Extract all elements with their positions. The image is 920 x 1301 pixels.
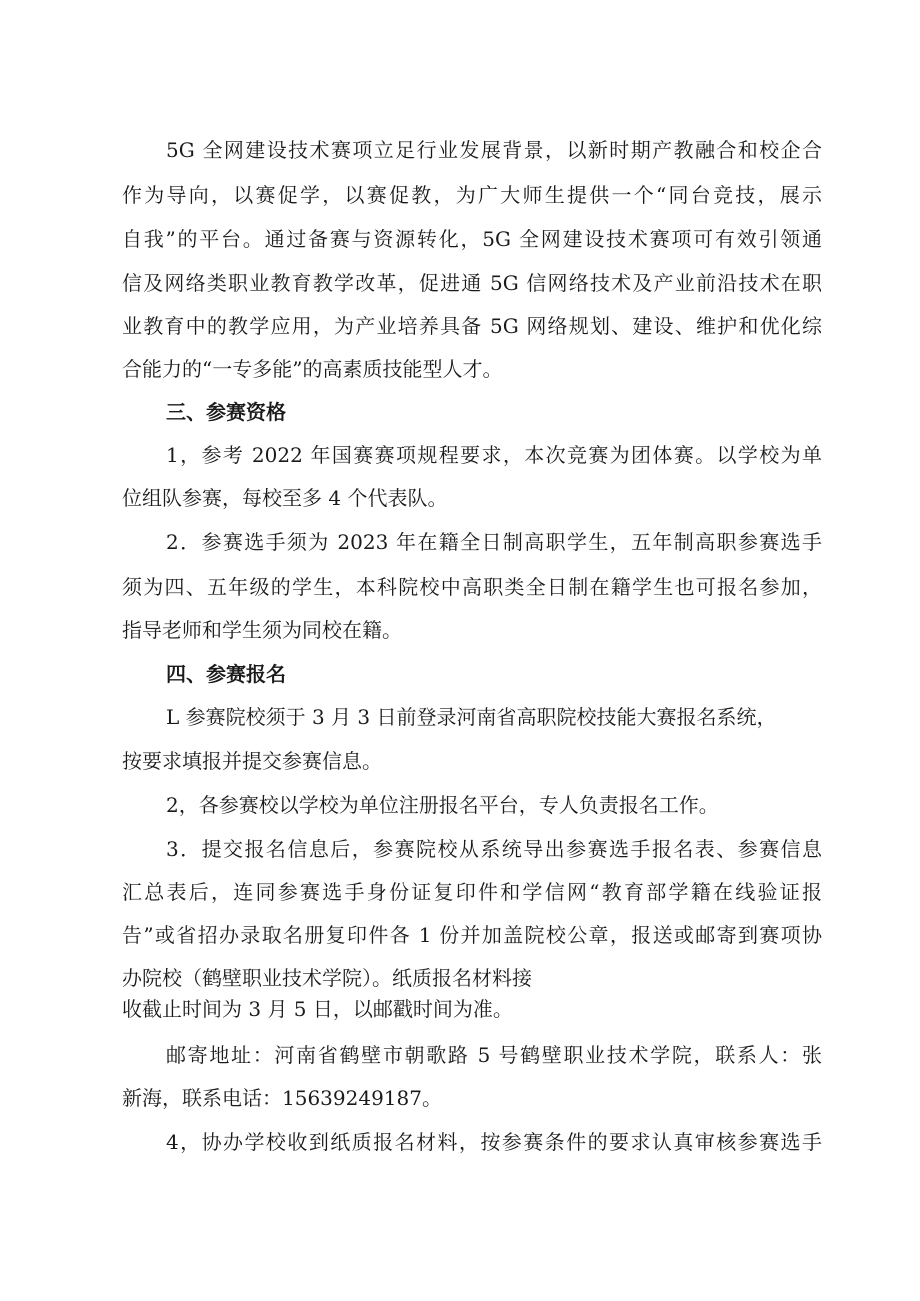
body-text-line: 5G 全网建设技术赛项立足行业发展背景，以新时期产教融合和校企合	[166, 138, 822, 162]
section-heading: 四、参赛报名	[166, 662, 286, 686]
body-text-line: 汇总表后，连同参赛选手身份证复印件和学信网“教育部学籍在线验证报	[122, 880, 822, 904]
body-text-line: 业教育中的教学应用，为产业培养具备 5G 网络规划、建设、维护和优化综	[122, 314, 822, 338]
body-text-line: 办院校（鹤壁职业技术学院）。纸质报名材料接	[122, 966, 532, 990]
body-text-line: L 参赛院校须于 3 月 3 日前登录河南省高职院校技能大赛报名系统，	[166, 705, 777, 729]
body-text-line: 2．参赛选手须为 2023 年在籍全日制高职学生，五年制高职参赛选手	[166, 530, 822, 554]
body-text-line: 邮寄地址：河南省鹤壁市朝歌路 5 号鹤壁职业技术学院，联系人：张	[166, 1043, 822, 1067]
body-text-line: 告”或省招办录取名册复印件各 1 份并加盖院校公章，报送或邮寄到赛项协	[122, 923, 822, 947]
body-text-line: 位组队参赛，每校至多 4 个代表队。	[122, 486, 448, 510]
body-text-line: 须为四、五年级的学生，本科院校中高职类全日制在籍学生也可报名参加，	[122, 575, 822, 599]
body-text-line: 信及网络类职业教育教学改革，促进通 5G 信网络技术及产业前沿技术在职	[122, 271, 822, 295]
body-text-line: 收截止时间为 3 月 5 日，以邮戳时间为准。	[122, 997, 513, 1021]
body-text-line: 4，协办学校收到纸质报名材料，按参赛条件的要求认真审核参赛选手	[166, 1130, 822, 1154]
body-text-line: 指导老师和学生须为同校在籍。	[122, 618, 402, 642]
body-text-line: 作为导向，以赛促学，以赛促教，为广大师生提供一个“同台竞技，展示	[122, 183, 822, 207]
body-text-line: 新海，联系电话：15639249187。	[122, 1086, 442, 1110]
body-text-line: 3．提交报名信息后，参赛院校从系统导出参赛选手报名表、参赛信息	[166, 837, 822, 861]
body-text-line: 自我”的平台。通过备赛与资源转化，5G 全网建设技术赛项可有效引领通	[122, 227, 822, 251]
body-text-line: 1，参考 2022 年国赛赛项规程要求，本次竞赛为团体赛。以学校为单	[166, 443, 822, 467]
section-heading: 三、参赛资格	[166, 400, 286, 424]
body-text-line: 按要求填报并提交参赛信息。	[122, 749, 382, 773]
body-text-line: 2，各参赛校以学校为单位注册报名平台，专人负责报名工作。	[166, 793, 719, 817]
body-text-line: 合能力的“一专多能”的高素质技能型人才。	[122, 357, 503, 381]
